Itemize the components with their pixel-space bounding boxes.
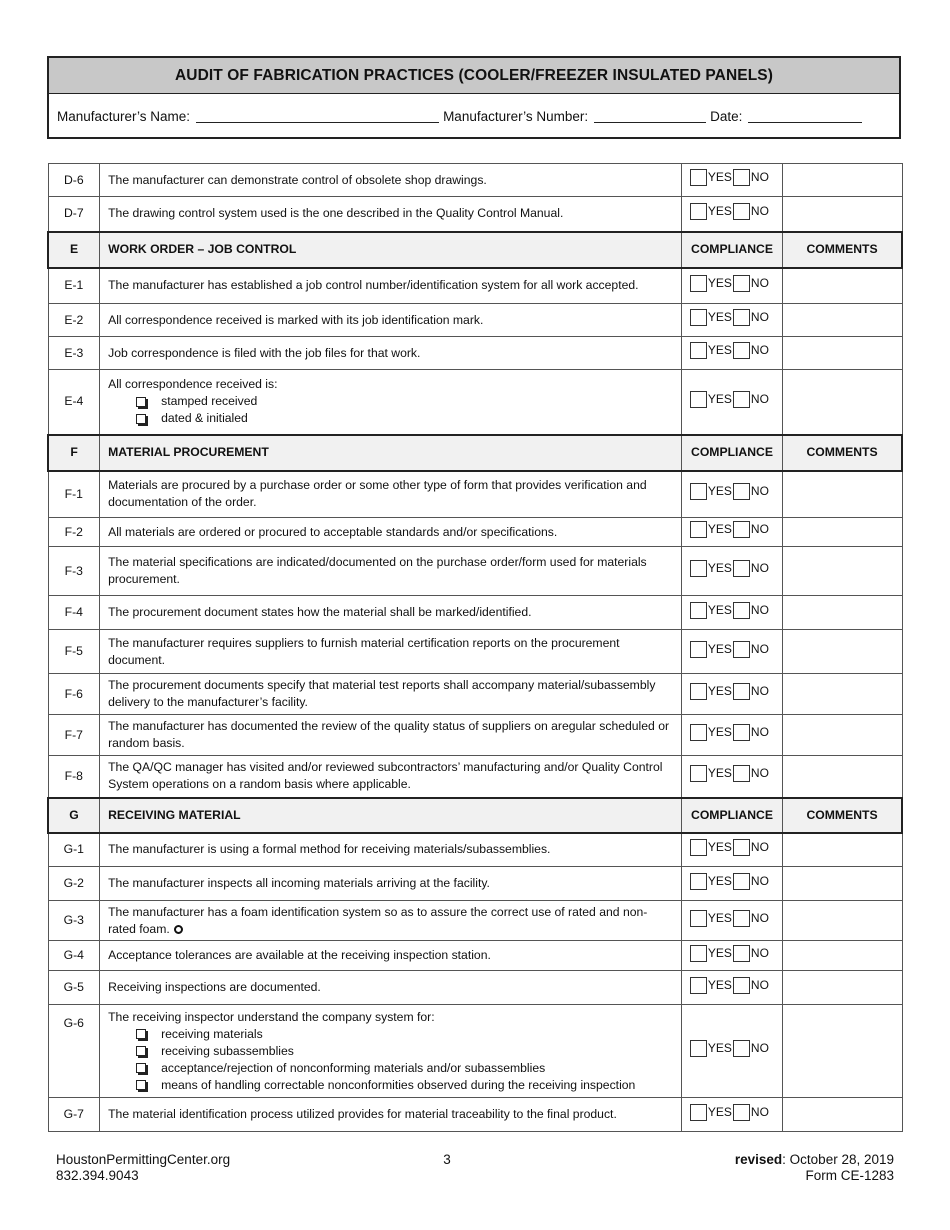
compliance-cell	[681, 630, 782, 674]
item-text: The manufacturer is using a formal method for receiving materials/subassemblies.	[108, 842, 551, 857]
yes-checkbox[interactable]	[690, 683, 707, 700]
compliance-cell	[681, 337, 782, 370]
compliance-cell	[681, 518, 782, 547]
no-label: NO	[750, 275, 769, 290]
table-row	[48, 971, 902, 1005]
yes-checkbox[interactable]	[690, 391, 707, 408]
yes-no-group	[690, 275, 770, 292]
yes-no-group	[690, 910, 770, 927]
no-checkbox[interactable]	[733, 483, 750, 500]
sub-item-label: receiving subassemblies	[161, 1043, 294, 1058]
item-description	[100, 547, 682, 596]
comments-cell[interactable]	[783, 268, 902, 304]
no-checkbox[interactable]	[733, 309, 750, 326]
yes-no-group	[690, 483, 770, 500]
compliance-cell	[681, 756, 782, 798]
yes-label: YES	[707, 1104, 732, 1119]
table-row	[48, 1098, 902, 1132]
yes-no-group	[690, 309, 770, 326]
item-text: The material identification process utilized provides for material traceability to the final product.	[108, 1107, 617, 1121]
comments-cell[interactable]	[783, 518, 902, 547]
table-row	[48, 164, 902, 197]
item-id: G-6	[48, 1005, 100, 1098]
yes-no-group	[690, 203, 770, 220]
section-header-row	[48, 232, 902, 268]
item-description	[100, 268, 682, 304]
item-id: D-6	[48, 164, 100, 197]
item-id: F-5	[48, 630, 100, 674]
yes-no-group	[690, 560, 770, 577]
date-label: Date:	[710, 108, 743, 124]
compliance-cell	[681, 941, 782, 971]
yes-no-group	[690, 602, 770, 619]
no-label: NO	[750, 602, 769, 617]
item-id: G-7	[48, 1098, 100, 1132]
no-label: NO	[750, 203, 769, 218]
yes-label: YES	[707, 725, 732, 739]
compliance-cell	[681, 715, 782, 756]
item-id: G	[48, 798, 100, 833]
compliance-cell	[681, 867, 782, 901]
yes-no-group	[690, 765, 770, 782]
yes-checkbox[interactable]	[690, 602, 707, 619]
comments-header: COMMENTS	[783, 435, 902, 471]
item-description	[100, 971, 682, 1005]
item-text: Acceptance tolerances are available at the receiving inspection station.	[108, 948, 491, 962]
no-label: NO	[750, 170, 769, 184]
item-text: Job correspondence is filed with the job files for that work.	[108, 345, 421, 360]
revised-date: : October 28, 2019	[782, 1152, 894, 1167]
item-id: E	[48, 232, 100, 268]
yes-label: YES	[707, 977, 732, 992]
item-description	[100, 471, 682, 518]
sub-item	[108, 393, 673, 410]
sub-item	[108, 1043, 673, 1060]
table-row	[48, 1005, 902, 1098]
item-id: D-7	[48, 197, 100, 232]
no-checkbox[interactable]	[733, 910, 750, 927]
comments-cell[interactable]	[783, 630, 902, 674]
item-description	[100, 715, 682, 756]
compliance-cell	[681, 596, 782, 630]
item-id: F-6	[48, 674, 100, 715]
yes-no-group	[690, 169, 770, 186]
no-label: NO	[750, 484, 769, 499]
yes-checkbox[interactable]	[690, 560, 707, 577]
audit-table	[47, 163, 903, 1132]
comments-cell[interactable]	[783, 471, 902, 518]
yes-checkbox[interactable]	[690, 483, 707, 500]
form-number: Form CE-1283	[805, 1168, 894, 1183]
yes-checkbox[interactable]	[690, 839, 707, 856]
compliance-header: COMPLIANCE	[681, 232, 782, 268]
comments-cell[interactable]	[783, 370, 902, 435]
no-label: NO	[750, 310, 769, 324]
item-description	[100, 1098, 682, 1132]
sub-item	[108, 1026, 673, 1043]
table-row	[48, 715, 902, 756]
yes-checkbox[interactable]	[690, 203, 707, 220]
comments-cell[interactable]	[783, 1098, 902, 1132]
yes-label: YES	[707, 170, 732, 184]
item-description	[100, 798, 682, 833]
comments-cell[interactable]	[783, 971, 902, 1005]
no-label: NO	[750, 725, 769, 739]
page-number: 3	[443, 1152, 451, 1167]
item-text: MATERIAL PROCUREMENT	[108, 445, 269, 459]
section-header-row	[48, 435, 902, 471]
yes-label: YES	[707, 684, 732, 698]
no-label: NO	[750, 343, 769, 357]
checkbox-square-icon	[136, 397, 146, 407]
yes-label: YES	[707, 484, 732, 499]
item-id: F-2	[48, 518, 100, 547]
table-row	[48, 370, 902, 435]
compliance-header: COMPLIANCE	[681, 798, 782, 833]
no-checkbox[interactable]	[733, 1040, 750, 1057]
yes-no-group	[690, 1040, 770, 1057]
yes-label: YES	[707, 945, 732, 960]
compliance-header: COMPLIANCE	[681, 435, 782, 471]
item-description	[100, 1005, 682, 1098]
no-checkbox[interactable]	[733, 977, 750, 994]
comments-cell[interactable]	[783, 337, 902, 370]
no-checkbox[interactable]	[733, 275, 750, 292]
item-text: The manufacturer can demonstrate control of obsolete shop drawings.	[108, 172, 487, 187]
item-description	[100, 756, 682, 798]
sub-item	[108, 1077, 673, 1094]
yes-checkbox[interactable]	[690, 641, 707, 658]
item-description	[100, 370, 682, 435]
no-label: NO	[750, 561, 769, 575]
yes-label: YES	[707, 910, 732, 925]
item-id: E-3	[48, 337, 100, 370]
no-label: NO	[750, 522, 769, 536]
item-id: E-2	[48, 304, 100, 337]
item-text: RECEIVING MATERIAL	[108, 807, 241, 822]
table-row	[48, 547, 902, 596]
item-id: G-5	[48, 971, 100, 1005]
item-description	[100, 197, 682, 232]
comments-cell[interactable]	[783, 715, 902, 756]
yes-checkbox[interactable]	[690, 945, 707, 962]
yes-label: YES	[707, 839, 732, 854]
no-label: NO	[750, 391, 769, 406]
table-row	[48, 941, 902, 971]
compliance-cell	[681, 901, 782, 941]
yes-checkbox[interactable]	[690, 275, 707, 292]
manufacturer-number-field[interactable]	[594, 110, 706, 123]
table-row	[48, 337, 902, 370]
sub-item-label: receiving materials	[161, 1026, 263, 1041]
no-label: NO	[750, 641, 769, 656]
item-description	[100, 232, 682, 268]
table-row	[48, 630, 902, 674]
manufacturer-name-label: Manufacturer’s Name:	[57, 108, 191, 124]
compliance-cell	[681, 197, 782, 232]
comments-cell[interactable]	[783, 833, 902, 867]
item-text: The manufacturer has documented the review of the quality status of suppliers on aregular scheduled or random basis.	[108, 719, 670, 750]
table-row	[48, 756, 902, 798]
item-description	[100, 518, 682, 547]
no-label: NO	[750, 977, 769, 992]
comments-cell[interactable]	[783, 941, 902, 971]
yes-label: YES	[707, 561, 732, 575]
comments-cell[interactable]	[783, 596, 902, 630]
compliance-cell	[681, 268, 782, 304]
yes-checkbox[interactable]	[690, 977, 707, 994]
no-checkbox[interactable]	[733, 839, 750, 856]
form-header	[47, 56, 901, 139]
item-text: Materials are procured by a purchase order or some other type of form that provides verification and documentation of the order.	[108, 478, 647, 510]
item-id: G-3	[48, 901, 100, 941]
item-description	[100, 941, 682, 971]
yes-label: YES	[707, 310, 732, 324]
footer-website: HoustonPermittingCenter.org	[56, 1152, 231, 1167]
form-title: AUDIT OF FABRICATION PRACTICES (COOLER/FREEZER INSULATED PANELS)	[49, 58, 899, 94]
no-checkbox[interactable]	[733, 602, 750, 619]
item-id: F-7	[48, 715, 100, 756]
item-id: G-4	[48, 941, 100, 971]
no-label: NO	[750, 766, 769, 781]
no-checkbox[interactable]	[733, 641, 750, 658]
compliance-cell	[681, 547, 782, 596]
no-label: NO	[750, 684, 769, 698]
no-checkbox[interactable]	[733, 560, 750, 577]
compliance-cell	[681, 674, 782, 715]
comments-cell[interactable]	[783, 304, 902, 337]
no-checkbox[interactable]	[733, 873, 750, 890]
comments-cell[interactable]	[783, 164, 902, 197]
no-label: NO	[750, 1041, 769, 1055]
comments-header: COMMENTS	[783, 798, 902, 833]
item-text: WORK ORDER – JOB CONTROL	[108, 242, 297, 256]
item-id: F	[48, 435, 100, 471]
item-description	[100, 435, 682, 471]
item-id: F-4	[48, 596, 100, 630]
sub-item	[108, 410, 673, 427]
yes-no-group	[690, 391, 770, 408]
table-row	[48, 304, 902, 337]
yes-no-group	[690, 521, 770, 538]
no-checkbox[interactable]	[733, 169, 750, 186]
item-description	[100, 164, 682, 197]
checkbox-square-icon	[136, 414, 146, 424]
yes-label: YES	[707, 275, 732, 290]
compliance-cell	[681, 971, 782, 1005]
table-row	[48, 518, 902, 547]
item-description	[100, 833, 682, 867]
compliance-cell	[681, 1098, 782, 1132]
yes-label: YES	[707, 391, 732, 406]
comments-header: COMMENTS	[783, 232, 902, 268]
yes-no-group	[690, 1104, 770, 1121]
item-description	[100, 337, 682, 370]
item-text: All correspondence received is marked with its job identification mark.	[108, 312, 484, 327]
table-row	[48, 596, 902, 630]
yes-checkbox[interactable]	[690, 169, 707, 186]
yes-label: YES	[707, 766, 732, 781]
sub-item-label: stamped received	[161, 394, 258, 409]
item-text: The QA/QC manager has visited and/or reviewed subcontractors’ manufacturing and/or Quality Control System operations on a random basis where applicable.	[108, 760, 663, 792]
no-checkbox[interactable]	[733, 521, 750, 538]
item-text: The procurement documents specify that material test reports shall accompany material/subassembly delivery to the manufacturer’s facility.	[108, 678, 656, 709]
yes-no-group	[690, 641, 770, 658]
no-label: NO	[750, 1104, 769, 1119]
item-text: All materials are ordered or procured to acceptable standards and/or specifications.	[108, 524, 558, 539]
compliance-cell	[681, 164, 782, 197]
item-description	[100, 630, 682, 674]
sub-item-label: dated & initialed	[161, 411, 248, 426]
yes-no-group	[690, 683, 770, 700]
comments-cell[interactable]	[783, 756, 902, 798]
section-header-row	[48, 798, 902, 833]
item-text: The manufacturer inspects all incoming materials arriving at the facility.	[108, 876, 490, 890]
checkbox-square-icon	[136, 1080, 146, 1090]
yes-no-group	[690, 724, 770, 741]
item-description	[100, 901, 682, 941]
no-label: NO	[750, 839, 769, 854]
item-text: The procurement document states how the material shall be marked/identified.	[108, 605, 532, 619]
circle-bullet-icon	[174, 925, 183, 934]
checkbox-square-icon	[136, 1029, 146, 1039]
table-row	[48, 471, 902, 518]
item-id: G-1	[48, 833, 100, 867]
yes-label: YES	[707, 343, 732, 357]
no-checkbox[interactable]	[733, 1104, 750, 1121]
table-row	[48, 268, 902, 304]
item-text: The manufacturer has a foam identification system so as to assure the correct use of rated and non-rated foam.	[108, 904, 648, 936]
no-label: NO	[750, 945, 769, 960]
comments-cell[interactable]	[783, 197, 902, 232]
sub-item-label: acceptance/rejection of nonconforming materials and/or subassemblies	[161, 1060, 546, 1075]
yes-no-group	[690, 873, 770, 890]
yes-label: YES	[707, 203, 732, 218]
no-checkbox[interactable]	[733, 342, 750, 359]
item-id: E-1	[48, 268, 100, 304]
compliance-cell	[681, 304, 782, 337]
item-id: F-3	[48, 547, 100, 596]
yes-checkbox[interactable]	[690, 521, 707, 538]
compliance-cell	[681, 1005, 782, 1098]
no-checkbox[interactable]	[733, 391, 750, 408]
item-text: The material specifications are indicated/documented on the purchase order/form used for materials procurement.	[108, 555, 647, 586]
no-checkbox[interactable]	[733, 203, 750, 220]
yes-checkbox[interactable]	[690, 910, 707, 927]
yes-checkbox[interactable]	[690, 765, 707, 782]
footer-right	[735, 1152, 894, 1184]
sub-item-label: means of handling correctable nonconformities observed during the receiving inspection	[161, 1077, 636, 1092]
yes-label: YES	[707, 602, 732, 617]
comments-cell[interactable]	[783, 901, 902, 941]
manufacturer-name-field[interactable]	[196, 110, 439, 123]
yes-checkbox[interactable]	[690, 873, 707, 890]
table-row	[48, 674, 902, 715]
item-description	[100, 674, 682, 715]
table-row	[48, 833, 902, 867]
item-text: The manufacturer requires suppliers to furnish material certification reports on the procurement document.	[108, 635, 620, 667]
item-id: E-4	[48, 370, 100, 435]
no-label: NO	[750, 910, 769, 925]
comments-cell[interactable]	[783, 1005, 902, 1098]
table-row	[48, 867, 902, 901]
comments-cell[interactable]	[783, 674, 902, 715]
revised-label: revised	[734, 1152, 783, 1167]
item-description	[100, 596, 682, 630]
compliance-cell	[681, 370, 782, 435]
yes-no-group	[690, 839, 770, 856]
yes-no-group	[690, 977, 770, 994]
checkbox-square-icon	[136, 1063, 146, 1073]
table-row	[48, 197, 902, 232]
item-text: The manufacturer has established a job control number/identification system for all work accepted.	[108, 278, 639, 293]
yes-checkbox[interactable]	[690, 724, 707, 741]
no-checkbox[interactable]	[733, 724, 750, 741]
yes-label: YES	[707, 873, 732, 888]
header-fields	[49, 94, 899, 138]
no-checkbox[interactable]	[733, 945, 750, 962]
no-checkbox[interactable]	[733, 765, 750, 782]
yes-label: YES	[707, 641, 732, 656]
date-field[interactable]	[748, 110, 862, 123]
item-id: F-1	[48, 471, 100, 518]
yes-checkbox[interactable]	[690, 1040, 707, 1057]
yes-no-group	[690, 342, 770, 359]
no-checkbox[interactable]	[733, 683, 750, 700]
item-text: Receiving inspections are documented.	[108, 980, 321, 994]
footer-phone: 832.394.9043	[56, 1168, 139, 1183]
no-label: NO	[750, 873, 769, 888]
item-id: G-2	[48, 867, 100, 901]
sub-item	[108, 1060, 673, 1077]
compliance-cell	[681, 833, 782, 867]
checkbox-square-icon	[136, 1046, 146, 1056]
item-text: All correspondence received is:	[108, 377, 278, 392]
yes-checkbox[interactable]	[690, 309, 707, 326]
yes-label: YES	[707, 522, 732, 536]
item-text: The receiving inspector understand the company system for:	[108, 1009, 435, 1024]
item-description	[100, 304, 682, 337]
yes-checkbox[interactable]	[690, 342, 707, 359]
table-row	[48, 901, 902, 941]
yes-no-group	[690, 945, 770, 962]
comments-cell[interactable]	[783, 547, 902, 596]
yes-checkbox[interactable]	[690, 1104, 707, 1121]
item-text: The drawing control system used is the one described in the Quality Control Manual.	[108, 206, 564, 221]
compliance-cell	[681, 471, 782, 518]
item-id: F-8	[48, 756, 100, 798]
item-description	[100, 867, 682, 901]
yes-label: YES	[707, 1041, 732, 1055]
comments-cell[interactable]	[783, 867, 902, 901]
manufacturer-number-label: Manufacturer’s Number:	[443, 108, 589, 124]
